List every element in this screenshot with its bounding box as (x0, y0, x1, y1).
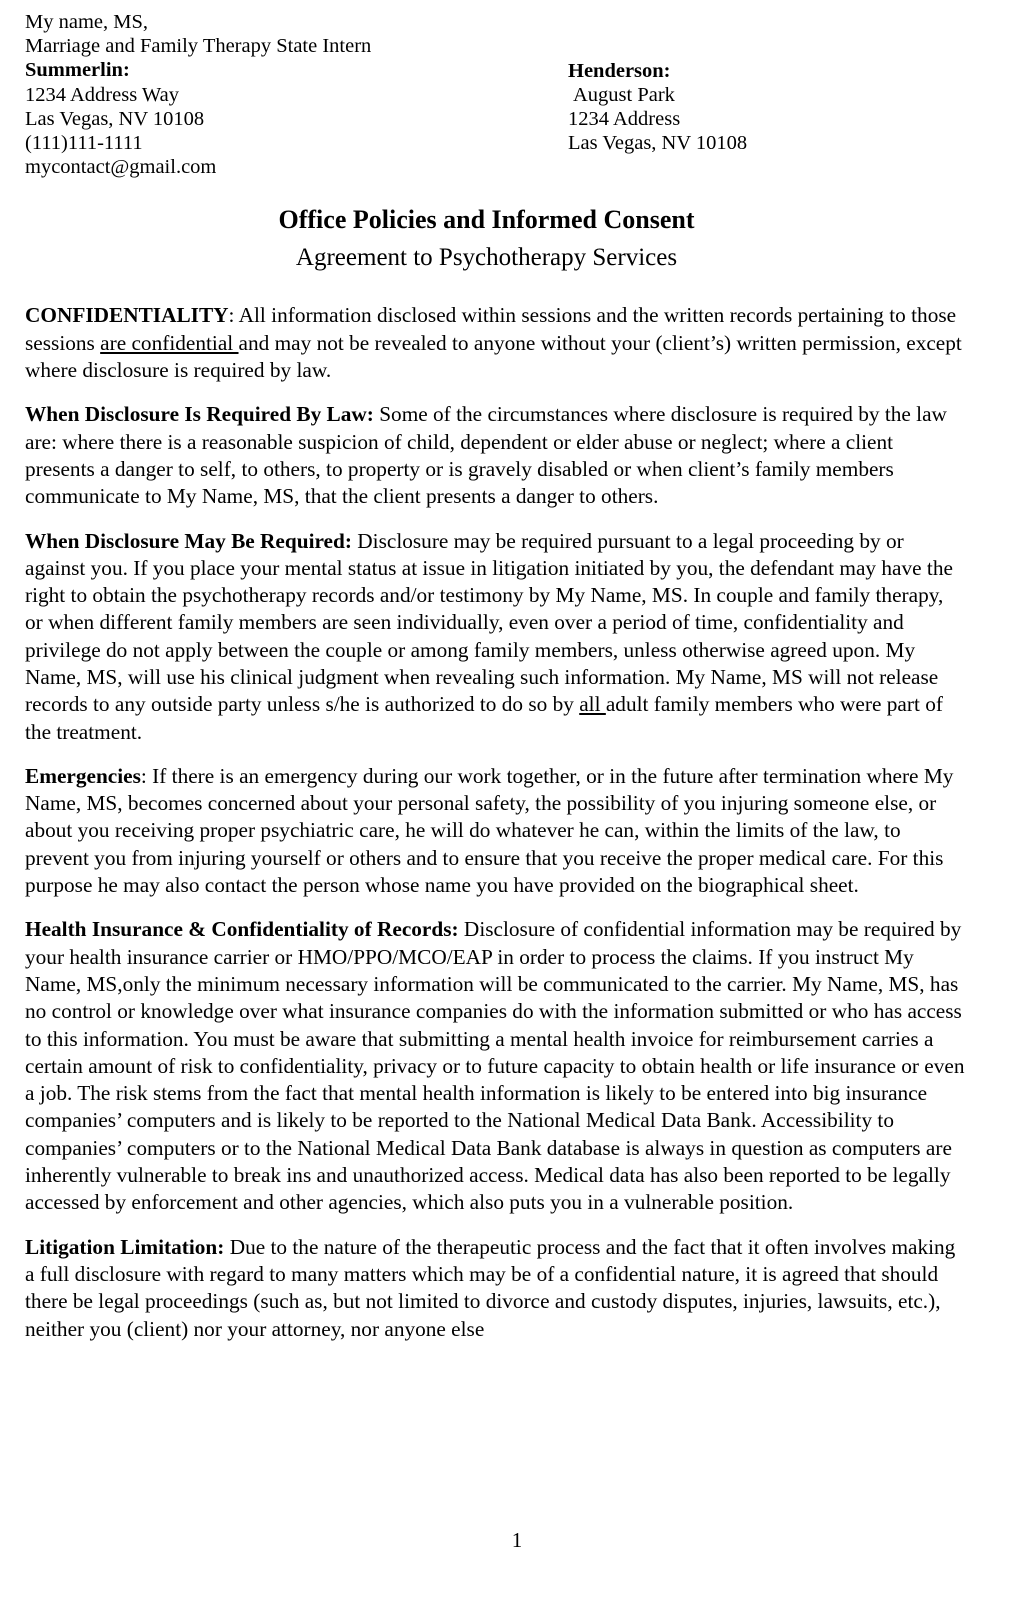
henderson-address-line-1: August Park (573, 83, 675, 106)
confidentiality-underlined-phrase: are confidential (100, 330, 239, 355)
therapist-name: My name, MS, (25, 11, 148, 33)
summerlin-address-line-1: 1234 Address Way (25, 83, 179, 106)
disclosure-may-text-before: Disclosure may be required pursuant to a legal proceeding by or against you. If you place your mental status at issue in litigation initiated by you, the defendant may have the right to obtain the psychotherapy records and/or testimony by My Name, MS. In couple and family therapy, or when different family members are seen individually, even over a period of time, confidentiality and privilege do not apply between the couple or among family members, unless otherwise agreed upon. My Name, MS, will use his clinical judgment when revealing such information. My Name, MS will not release records to any outside party unless s/he is authorized to do so by (25, 528, 953, 717)
health-insurance-text: Disclosure of confidential information may be required by your health insurance carrier or HMO/PPO/MCO/EAP in order to process the claims. If you instruct My Name, MS,only the minimum necessary information will be communicated to the carrier. My Name, MS, has no control or knowledge over what insurance companies do with the information submitted or who has access to this information. You must be aware that submitting a mental health invoice for reimbursement carries a certain amount of risk to confidentiality, privacy or to future capacity to obtain health or life insurance or even a job. The risk stems from the fact that mental health information is likely to be entered into big insurance companies’ computers and is likely to be reported to the National Medical Data Bank. Accessibility to companies’ computers or to the National Medical Data Bank database is always in question as computers are inherently vulnerable to break ins and unauthorized access. Medical data has also been reported to be legally accessed by enforcement and other agencies, which also puts you in a vulnerable position. (25, 917, 965, 1215)
disclosure-may-underlined-phrase: all (579, 692, 606, 717)
section-health-insurance (25, 916, 966, 1216)
disclosure-required-heading: When Disclosure Is Required By Law: (25, 402, 374, 427)
therapist-credential: Marriage and Family Therapy State Intern (25, 35, 372, 58)
section-emergencies (25, 763, 966, 899)
document-body (25, 302, 966, 1342)
emergencies-heading-suffix: : (140, 763, 153, 788)
document-subtitle: Agreement to Psychotherapy Services (295, 244, 678, 272)
confidentiality-text-after: and may not be revealed to anyone without your (client’s) written permission, except where disclosure is required by law. (25, 330, 962, 383)
health-insurance-heading: Health Insurance & Confidentiality of Records: (25, 917, 459, 942)
summerlin-office-label: Summerlin: (25, 59, 130, 82)
letterhead (25, 10, 966, 179)
letterhead-left-column (25, 10, 565, 179)
emergencies-text: If there is an emergency during our work together, or in the future after termination where My Name, MS, becomes concerned about your personal safety, the possibility of you injuring someone else, or about you receiving proper psychiatric care, he will do whatever he can, within the limits of the law, to prevent you from injuring yourself or others and to ensure that you receive the proper medical care. For this purpose he may also contact the person whose name you have provided on the biographical sheet. (25, 763, 954, 898)
section-disclosure-may-be-required (25, 528, 966, 746)
disclosure-may-heading: When Disclosure May Be Required: (25, 528, 352, 553)
confidentiality-text-before: All information disclosed within sessions and the written records pertaining to those sessions (25, 303, 957, 355)
summerlin-email: mycontact@gmail.com (25, 156, 217, 179)
emergencies-heading: Emergencies (25, 763, 141, 788)
disclosure-required-text: Some of the circumstances where disclosure is required by the law are: where there is a reasonable suspicion of child, dependent or elder abuse or neglect; where a client presents a danger to self, to others, to property or is gravely disabled or when client’s family members communicate to My Name, MS, that the client presents a danger to others. (25, 402, 947, 509)
disclosure-may-text-after: adult family members who were part of the treatment. (25, 692, 943, 744)
summerlin-phone: (111)111-1111 (25, 132, 143, 155)
litigation-limitation-heading: Litigation Limitation: (25, 1234, 225, 1259)
litigation-limitation-text: Due to the nature of the therapeutic process and the fact that it often involves making a full disclosure with regard to many matters which may be of a confidential nature, it is agreed that should there be legal proceedings (such as, but not limited to divorce and custody disputes, injuries, lawsuits, etc.), neither you (client) nor your attorney, nor anyone else (25, 1234, 956, 1341)
section-disclosure-required-by-law (25, 401, 966, 510)
henderson-office-label: Henderson: (568, 59, 671, 82)
summerlin-address-line-2: Las Vegas, NV 10108 (25, 107, 205, 130)
page-number: 1 (511, 1528, 523, 1552)
henderson-address-line-2: 1234 Address (568, 107, 681, 130)
letterhead-right-column (568, 59, 988, 156)
confidentiality-heading: CONFIDENTIALITY (25, 303, 229, 328)
document-title: Office Policies and Informed Consent (278, 205, 695, 235)
confidentiality-heading-suffix: : (228, 303, 239, 328)
section-confidentiality (25, 302, 966, 384)
henderson-address-line-3: Las Vegas, NV 10108 (568, 132, 748, 155)
section-litigation-limitation (25, 1234, 966, 1343)
